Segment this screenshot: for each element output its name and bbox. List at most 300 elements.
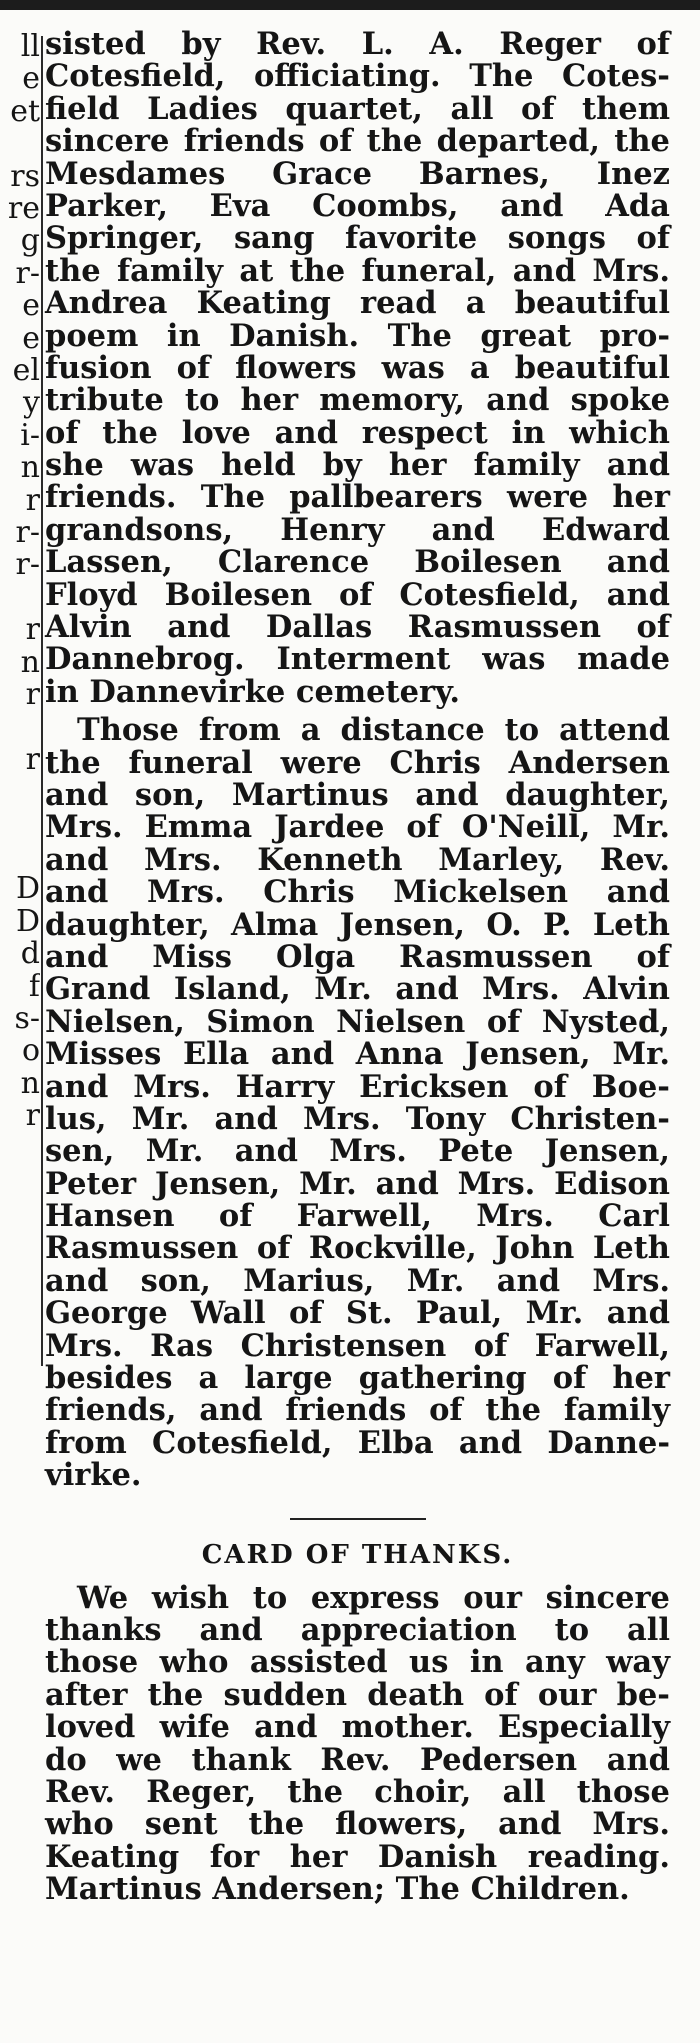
word: Peter [45, 1165, 137, 1202]
word: the [147, 1676, 204, 1713]
word: Mrs. [476, 1198, 554, 1235]
word: Alvin [583, 971, 670, 1008]
adjacent-column-fragment: e [22, 320, 40, 356]
top-border-rule [0, 0, 700, 10]
adjacent-column-fragment: et [10, 93, 40, 129]
word: held [221, 447, 296, 484]
word: Cotesfield, [45, 58, 226, 95]
word: and [214, 1100, 278, 1137]
word: fusion [45, 349, 152, 386]
text-line [45, 906, 670, 943]
text-line [45, 1230, 670, 1267]
word: the [102, 414, 158, 451]
word: George [45, 1295, 168, 1332]
word: Chris [389, 744, 481, 781]
text-line [45, 220, 670, 257]
word: Dannebrog. [45, 641, 245, 678]
adjacent-column-fragment: re [7, 191, 40, 226]
word: O'Neill, [461, 809, 591, 846]
word: Tony [405, 1100, 486, 1137]
word: all [450, 90, 494, 127]
word: and [606, 576, 670, 613]
word: sang [233, 220, 315, 257]
word: Ada [605, 187, 670, 224]
text-line [45, 712, 670, 749]
word: and [606, 1741, 670, 1778]
word: Mr. [314, 971, 372, 1008]
word: Simon [206, 1003, 315, 1040]
word: Marley, [438, 841, 565, 878]
word: Mr. [299, 1165, 357, 1202]
text-line [45, 874, 670, 911]
text-line [45, 1709, 670, 1746]
word: large [244, 1360, 333, 1397]
adjacent-column-fragments [0, 30, 40, 1360]
text-line [45, 1773, 670, 1810]
word: friends [285, 1392, 407, 1429]
word: Island, [173, 971, 291, 1008]
word: Mr. [145, 1133, 204, 1170]
word: and [458, 1424, 523, 1461]
word: and [415, 776, 479, 813]
word: of [636, 26, 670, 62]
adjacent-column-fragment: e [22, 288, 40, 324]
text-line [45, 1133, 670, 1170]
text-line [45, 1644, 670, 1681]
text-line [45, 609, 670, 646]
word: sisted [45, 26, 146, 62]
text-line-content: in Dannevirke cemetery. [45, 673, 460, 710]
word: Rasmussen [45, 1230, 239, 1267]
text-line [45, 1262, 670, 1299]
word: We [77, 1579, 129, 1616]
adjacent-column-fragment: rs [10, 158, 40, 194]
text-line [45, 511, 670, 548]
word: Inez [596, 155, 670, 192]
word: Floyd [45, 576, 138, 613]
word: and [606, 544, 670, 581]
word: to [554, 1611, 590, 1648]
word: Keating [45, 1838, 180, 1875]
word: of [338, 576, 373, 613]
word: gathering [358, 1360, 527, 1397]
word: Mrs. [457, 1165, 536, 1202]
word: Nysted, [541, 1003, 670, 1040]
word: son, [140, 1262, 211, 1299]
word: and [274, 414, 338, 451]
word: and [234, 1133, 298, 1170]
word: and [199, 1392, 263, 1429]
adjacent-column-fragment: r- [15, 255, 40, 291]
word: the [485, 1392, 542, 1429]
text-line [45, 123, 670, 160]
text-line [45, 1871, 670, 1908]
text-line [45, 1611, 670, 1648]
text-line [45, 447, 670, 484]
word: Rasmussen [407, 609, 602, 646]
adjacent-column-fragment: o [21, 1033, 40, 1069]
word: of [533, 1068, 567, 1105]
word: beautiful [514, 285, 670, 322]
text-line [45, 1392, 670, 1429]
word: friends, [45, 1392, 177, 1429]
adjacent-column-fragment: n [20, 1065, 40, 1101]
word: at [239, 252, 274, 289]
word: which [569, 414, 670, 451]
word: and [395, 971, 459, 1008]
word: Mrs. [146, 874, 225, 911]
text-line [45, 382, 670, 419]
word: Danne- [547, 1424, 670, 1461]
word: a [469, 349, 490, 386]
word: love [181, 414, 251, 451]
word: Those [77, 712, 179, 749]
word: by [181, 26, 221, 62]
word: officiating. [253, 58, 441, 95]
word: Danish [377, 1838, 498, 1875]
word: her [289, 1838, 348, 1875]
word: distance [340, 712, 485, 749]
word: of [552, 1360, 587, 1397]
word: friends. [45, 479, 177, 516]
text-line [45, 744, 670, 781]
word: of [473, 1327, 508, 1364]
word: Jensen, [544, 1133, 670, 1170]
word: of [318, 123, 353, 160]
adjacent-column-fragment: r [25, 612, 40, 648]
text-line [45, 479, 670, 516]
word: and [431, 511, 495, 548]
word: Harry [235, 1068, 335, 1105]
word: Andrea [45, 285, 168, 322]
word: flowers [235, 349, 357, 386]
word: the [45, 252, 101, 289]
word: the [287, 1773, 344, 1810]
text-line [45, 1003, 670, 1040]
word: assisted [249, 1644, 388, 1681]
word: Springer, [45, 220, 204, 257]
adjacent-column-fragment: r [25, 677, 40, 712]
word: Jensen, [465, 1036, 591, 1073]
word: Mr. [612, 1036, 670, 1073]
word: Elba [357, 1424, 434, 1461]
word: Christensen [240, 1327, 447, 1364]
text-line [45, 1579, 670, 1616]
word: to [252, 1579, 288, 1616]
text-line [45, 1806, 670, 1843]
word: spoke [570, 382, 670, 419]
word: was [482, 641, 546, 678]
adjacent-column-fragment: r [25, 482, 40, 518]
word: funeral, [361, 252, 497, 289]
section-divider [290, 1518, 426, 1520]
word: Ladies [147, 90, 258, 127]
word: of [176, 349, 211, 386]
adjacent-column-fragment: n [20, 644, 40, 680]
word: a [465, 285, 486, 322]
word: us [409, 1644, 449, 1681]
card-of-thanks-heading: CARD OF THANKS. [201, 1539, 514, 1570]
word: her [612, 1360, 670, 1397]
word: Henry [280, 511, 385, 548]
text-line [45, 155, 670, 192]
adjacent-column-fragment: el [12, 353, 40, 388]
word: after [45, 1676, 128, 1713]
word: death [367, 1676, 464, 1713]
obituary-column [45, 26, 670, 1908]
word: our [537, 1676, 597, 1713]
adjacent-column-fragment: e [22, 61, 40, 97]
text-line [45, 1068, 670, 1105]
word: pallbearers [289, 479, 483, 516]
word: Nielsen [336, 1003, 466, 1040]
word: Cotes- [562, 58, 670, 95]
word: Ericksen [359, 1068, 509, 1105]
word: Leth [592, 906, 670, 943]
text-line [45, 1198, 670, 1235]
text-line [45, 1036, 670, 1073]
word: tribute [45, 382, 164, 419]
word: Leth [592, 1230, 670, 1267]
word: Mrs. [143, 841, 222, 878]
adjacent-column-fragment: r- [15, 515, 40, 550]
word: besides [45, 1360, 173, 1397]
word: those [576, 1773, 670, 1810]
word: Rev. [256, 26, 327, 62]
word: Danish. [229, 317, 360, 354]
text-line [45, 1676, 670, 1713]
word: son, [134, 776, 206, 813]
word: of [256, 1230, 291, 1267]
word: Mrs. [45, 1327, 123, 1364]
obituary-paragraph-2 [45, 712, 670, 1494]
word: them [582, 90, 670, 127]
word: who [45, 1806, 114, 1843]
word: field [45, 90, 120, 127]
word: were [280, 744, 362, 781]
word: her [240, 382, 299, 419]
text-line [45, 90, 670, 127]
word: was [130, 447, 195, 484]
word: wife [159, 1709, 230, 1746]
word: was [381, 349, 445, 386]
word: Especially [498, 1709, 670, 1746]
word: do [45, 1741, 87, 1778]
word: Mr. [525, 1295, 584, 1332]
adjacent-column-fragment: i- [20, 417, 40, 453]
word: and [498, 1806, 562, 1843]
word: any [525, 1644, 585, 1681]
text-line [45, 544, 670, 581]
word: L. [361, 26, 394, 62]
word: Reger, [146, 1773, 257, 1810]
text-line [45, 252, 670, 289]
word: those [45, 1644, 139, 1681]
word: Boilesen [414, 544, 562, 581]
word: and [45, 938, 109, 975]
word: poem [45, 317, 139, 354]
word: who [159, 1644, 229, 1681]
word: of [636, 609, 670, 646]
text-line [45, 1360, 670, 1397]
word: Jensen, [339, 906, 466, 943]
word: P. [543, 906, 572, 943]
word: Jardee [274, 809, 385, 846]
word: Andersen [508, 744, 670, 781]
word: and [254, 1709, 318, 1746]
obituary-paragraph-1 [45, 28, 670, 708]
word: memory, [319, 382, 466, 419]
word: respect [361, 414, 488, 451]
word: favorite [345, 220, 478, 257]
word: Interment [276, 641, 451, 678]
word: Coombs, [312, 187, 459, 224]
word: express [310, 1579, 440, 1616]
word: from [198, 712, 281, 749]
word: friends [183, 123, 305, 160]
text-line-content: Martinus Andersen; The Children. [45, 1871, 630, 1908]
word: Mickelsen [393, 874, 569, 911]
word: Rasmussen [399, 938, 593, 975]
word: Ras [150, 1327, 214, 1364]
word: Paul, [415, 1295, 503, 1332]
word: grandsons, [45, 511, 234, 548]
word: sen, [45, 1133, 115, 1170]
adjacent-column-fragment: D [15, 903, 40, 939]
word: our [463, 1579, 522, 1616]
word: the [614, 123, 670, 160]
word: of [406, 809, 440, 846]
word: her [388, 447, 447, 484]
word: Farwell, [534, 1327, 670, 1364]
word: by [322, 447, 362, 484]
word: Misses [45, 1036, 162, 1073]
word: The [469, 58, 534, 95]
word: reading. [527, 1838, 670, 1875]
word: Edward [541, 511, 670, 548]
word: daughter, [505, 776, 670, 813]
word: Grand [45, 971, 151, 1008]
word: a [198, 1360, 219, 1397]
text-line [45, 349, 670, 386]
word: wish [151, 1579, 230, 1616]
word: Farwell, [296, 1198, 432, 1235]
word: Mr. [406, 1262, 465, 1299]
adjacent-column-fragment: s- [14, 1001, 40, 1036]
word: in [166, 317, 201, 354]
word: Cotesfield, [399, 576, 580, 613]
word: daughter, [45, 906, 210, 943]
word: and [270, 1036, 335, 1073]
word: she [45, 447, 104, 484]
word: Parker, [45, 187, 168, 224]
word: of [429, 1392, 463, 1429]
word: be- [616, 1676, 670, 1713]
word: Rockville, [308, 1230, 477, 1267]
card-of-thanks-body [45, 1579, 670, 1908]
word: Mesdames [45, 155, 226, 192]
word: St. [345, 1295, 393, 1332]
word: and [500, 187, 564, 224]
adjacent-column-fragment: y [23, 385, 40, 421]
word: made [577, 641, 670, 678]
adjacent-column-fragment: d [20, 936, 40, 972]
column-divider [41, 36, 43, 1366]
word: Keating [196, 285, 331, 322]
word: quartet, [285, 90, 423, 127]
word: and [45, 1068, 109, 1105]
text-line [45, 938, 670, 975]
word: Clarence [217, 544, 370, 581]
word: Reger [499, 26, 601, 62]
word: sent [144, 1806, 218, 1843]
word: the [366, 123, 423, 160]
word: Alma [231, 906, 319, 943]
word: Jensen, [154, 1165, 281, 1202]
adjacent-column-fragment: g [20, 223, 40, 259]
word: mother. [341, 1709, 474, 1746]
text-line [45, 841, 670, 878]
word: Nielsen, [45, 1003, 185, 1040]
word: Marius, [243, 1262, 375, 1299]
word: for [209, 1838, 260, 1875]
word: Grace [272, 155, 373, 192]
word: Ella [182, 1036, 250, 1073]
word: sudden [223, 1676, 348, 1713]
word: and [45, 1262, 109, 1299]
word: of [636, 220, 670, 257]
word: Mr. [612, 809, 670, 846]
word: Lassen, [45, 544, 173, 581]
word: John [495, 1230, 575, 1267]
word: loved [45, 1709, 136, 1746]
word: Wall [191, 1295, 266, 1332]
word: Mrs. [302, 1100, 381, 1137]
word: and [606, 1295, 670, 1332]
word: The [200, 479, 265, 516]
word: departed, [436, 123, 600, 160]
text-line [45, 1295, 670, 1332]
word: Mrs. [133, 1068, 211, 1105]
word: and [606, 874, 670, 911]
word: funeral [128, 744, 253, 781]
adjacent-column-fragment: f [28, 968, 40, 1004]
word: of [636, 938, 670, 975]
word: Carl [598, 1198, 670, 1235]
word: Hansen [45, 1198, 175, 1235]
adjacent-column-fragment: ll [20, 30, 40, 64]
word: great [480, 317, 572, 354]
word: attend [559, 712, 670, 749]
word: family [563, 1392, 670, 1429]
word: Alvin [45, 609, 132, 646]
word: Christen- [510, 1100, 670, 1137]
word: and [375, 1165, 439, 1202]
word: Barnes, [418, 155, 550, 192]
word: way [606, 1644, 670, 1681]
word: pro- [599, 317, 670, 354]
word: Emma [144, 809, 253, 846]
word: Mrs. [329, 1133, 407, 1170]
word: from [45, 1424, 127, 1461]
word: of [288, 1295, 323, 1332]
word: O. [486, 906, 522, 943]
word: Mr. [131, 1100, 190, 1137]
text-line [45, 809, 670, 846]
word: Rev. [45, 1773, 116, 1810]
word: and [199, 1611, 263, 1648]
word: of [218, 1198, 253, 1235]
